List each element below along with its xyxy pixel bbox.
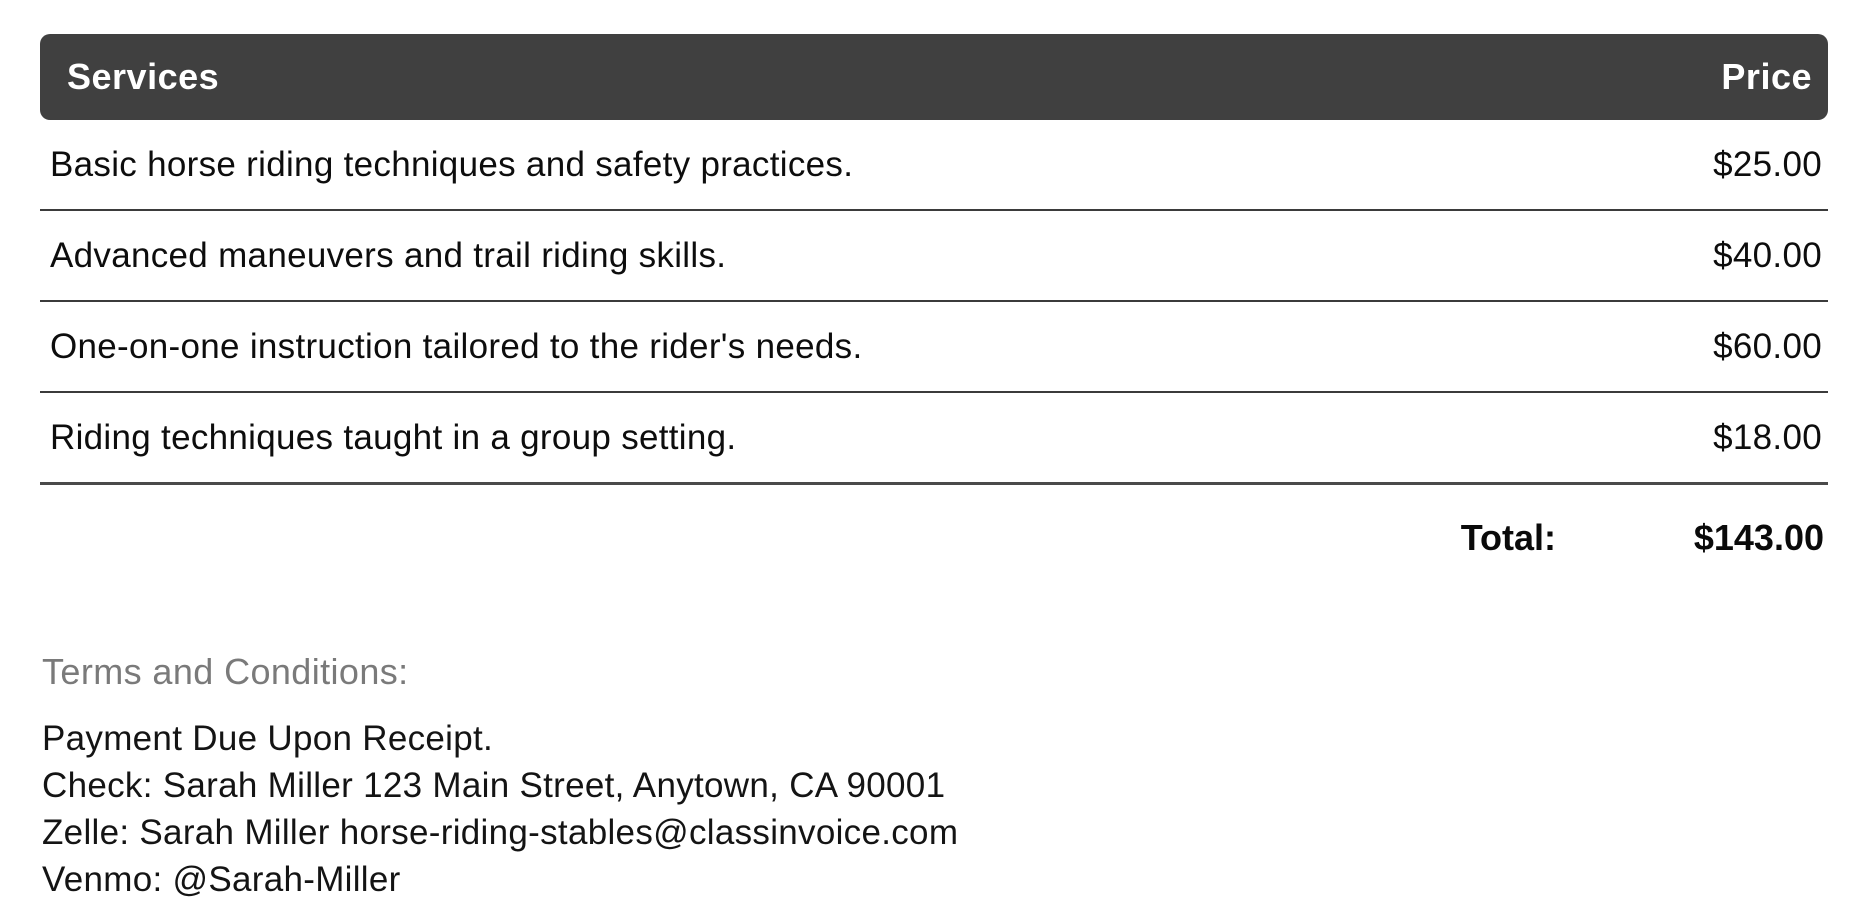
service-description: Advanced maneuvers and trail riding skills. bbox=[40, 211, 1618, 302]
terms-line: Venmo: @Sarah-Miller bbox=[42, 860, 401, 899]
terms-line: Payment Due Upon Receipt. bbox=[42, 719, 494, 758]
table-header-row bbox=[40, 34, 1828, 120]
terms-line: Zelle: Sarah Miller horse-riding-stables@classinvoice.com bbox=[42, 813, 959, 852]
services-rows bbox=[40, 120, 1828, 485]
total-value: $143.00 bbox=[1693, 517, 1824, 558]
service-price: $40.00 bbox=[1618, 211, 1828, 302]
service-row bbox=[40, 393, 1828, 485]
services-column-header: Services bbox=[40, 34, 1618, 120]
terms-lines bbox=[42, 715, 1828, 903]
services-table bbox=[40, 34, 1828, 585]
total-row bbox=[40, 485, 1828, 585]
service-price: $18.00 bbox=[1618, 393, 1828, 485]
terms-heading: Terms and Conditions: bbox=[42, 651, 409, 692]
service-row bbox=[40, 302, 1828, 393]
service-row bbox=[40, 211, 1828, 302]
service-row bbox=[40, 120, 1828, 211]
service-price: $25.00 bbox=[1618, 120, 1828, 211]
service-price: $60.00 bbox=[1618, 302, 1828, 393]
total-label: Total: bbox=[1460, 517, 1556, 558]
service-description: One-on-one instruction tailored to the rider's needs. bbox=[40, 302, 1618, 393]
service-description: Basic horse riding techniques and safety practices. bbox=[40, 120, 1618, 211]
price-column-header: Price bbox=[1618, 34, 1828, 120]
service-description: Riding techniques taught in a group setting. bbox=[40, 393, 1618, 485]
terms-line: Check: Sarah Miller 123 Main Street, Anytown, CA 90001 bbox=[42, 766, 946, 805]
terms-section bbox=[40, 651, 1828, 903]
